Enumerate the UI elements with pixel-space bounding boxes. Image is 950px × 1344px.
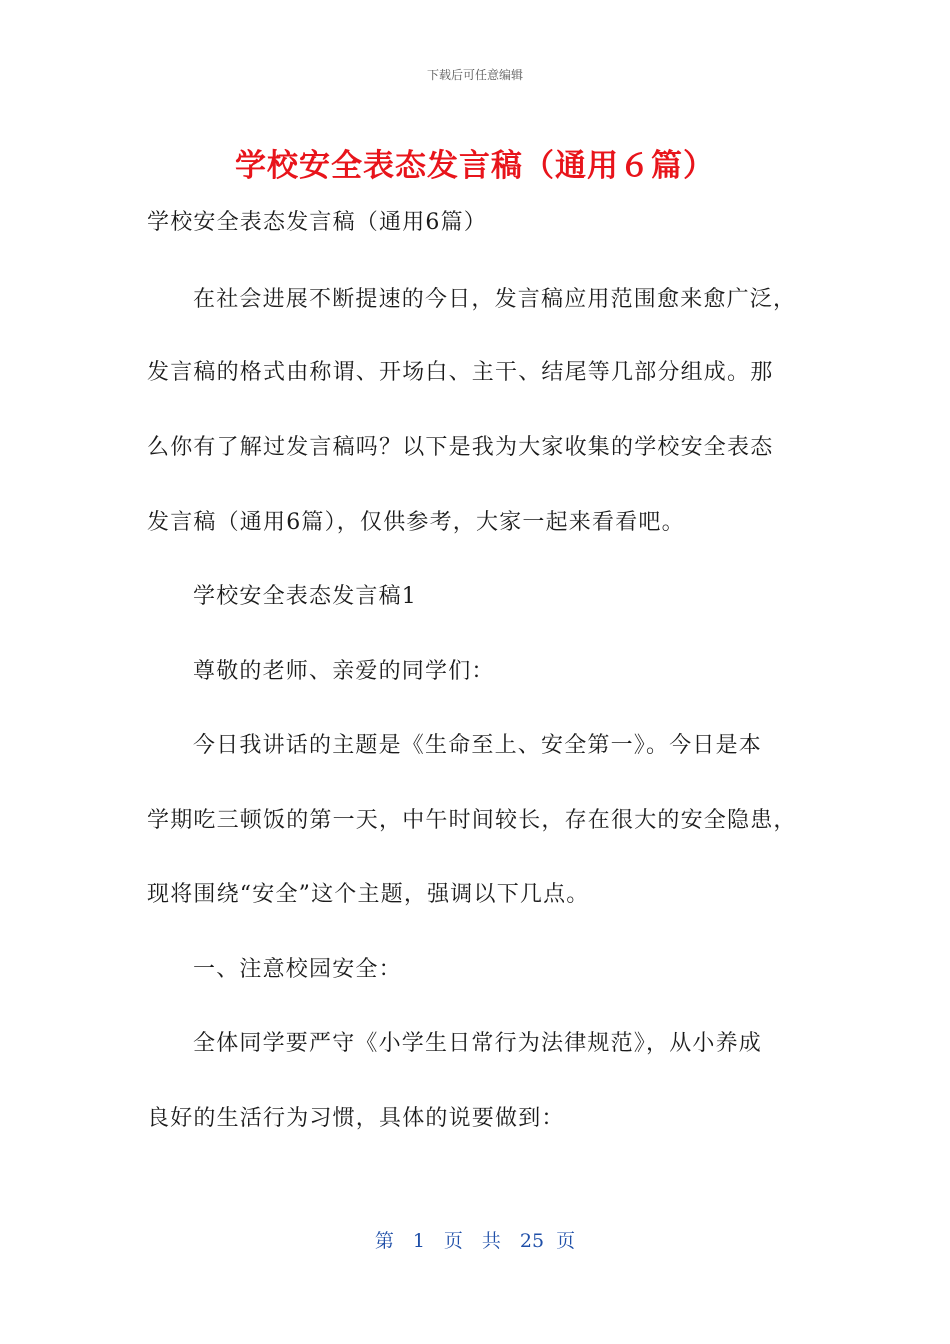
subtitle-line: 学校安全表态发言稿（通用6篇） [147,210,487,235]
document-title: 学校安全表态发言稿（通用６篇） [235,148,715,184]
paragraph-line: 学期吃三顿饭的第一天，中午时间较长，存在很大的安全隐患， [147,808,797,833]
subsection-heading: 一、注意校园安全： [193,957,402,982]
salutation-line: 尊敬的老师、亲爱的同学们： [193,659,495,684]
paragraph-line: 现将围绕“安全”这个主题，强调以下几点。 [147,882,590,907]
paragraph-line: 发言稿的格式由称谓、开场白、主干、结尾等几部分组成。那 [147,360,774,385]
paragraph-line: 在社会进展不断提速的今日，发言稿应用范围愈来愈广泛， [193,287,797,312]
paragraph-line: 良好的生活行为习惯，具体的说要做到： [147,1106,565,1131]
paragraph-line: 全体同学要严守《小学生日常行为法律规范》，从小养成 [193,1031,763,1056]
section-heading: 学校安全表态发言稿1 [193,584,417,609]
header-note: 下载后可任意编辑 [426,68,523,82]
paragraph-line: 今日我讲话的主题是《生命至上、安全第一》。今日是本 [193,733,763,758]
paragraph-line: 发言稿（通用6篇），仅供参考，大家一起来看看吧。 [147,510,685,535]
page-footer: 第 1 页 共 25 页 [374,1230,576,1252]
paragraph-line: 么你有了解过发言稿吗？以下是我为大家收集的学校安全表态 [147,435,774,460]
